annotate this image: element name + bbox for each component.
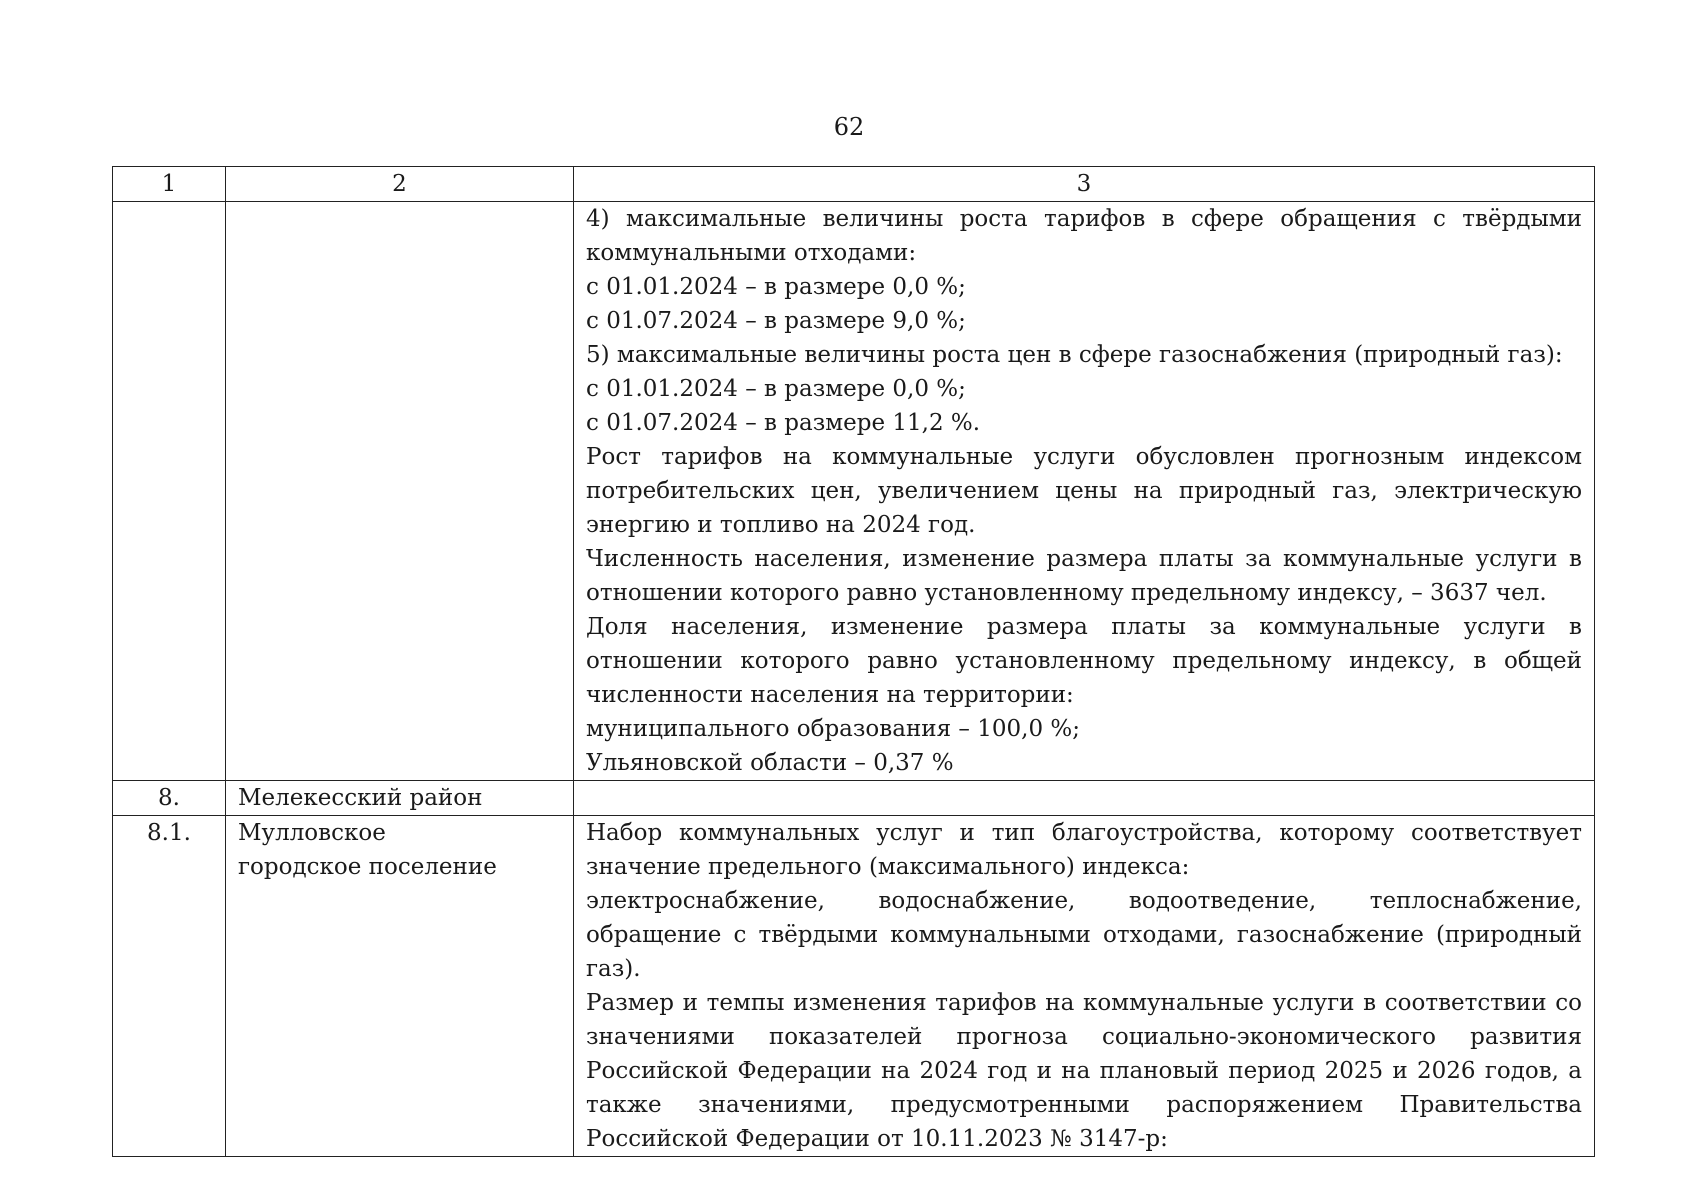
paragraph: с 01.01.2024 – в размере 0,0 %; bbox=[586, 274, 966, 300]
paragraph: с 01.01.2024 – в размере 0,0 %; bbox=[586, 376, 966, 402]
row-8-1-name: Мулловское городское поселение bbox=[226, 816, 574, 1157]
paragraph: Доля населения, изменение размера платы за коммунальные услуги в отношении которого равно установленному предельному индексу, в общей численности населения на территории: bbox=[586, 614, 1582, 708]
continuation-number-cell bbox=[113, 202, 226, 781]
row-8-content bbox=[574, 781, 1595, 816]
row-8-1-number: 8.1. bbox=[113, 816, 226, 1157]
continuation-name-cell bbox=[226, 202, 574, 781]
header-col-1: 1 bbox=[113, 167, 226, 202]
paragraph: Рост тарифов на коммунальные услуги обусловлен прогнозным индексом потребительских цен, увеличением цены на природный газ, электрическую энергию и топливо на 2024 год. bbox=[586, 444, 1582, 538]
paragraph: Размер и темпы изменения тарифов на коммунальные услуги в соответствии со значениями показателей прогноза социально-экономического развития Российской Федерации на 2024 год и на плановый период 2025 и 2026 годов, а также значениями, предусмотренными распоряжением Правительства Российской Федерации от 10.11.2023 № 3147-р: bbox=[586, 990, 1582, 1152]
paragraph: 4) максимальные величины роста тарифов в сфере обращения с твёрдыми коммунальными отходами: bbox=[586, 206, 1582, 266]
paragraph: с 01.07.2024 – в размере 9,0 %; bbox=[586, 308, 966, 334]
table-row-continuation bbox=[113, 202, 1595, 781]
table-header-row bbox=[113, 167, 1595, 202]
page-number: 62 bbox=[833, 113, 865, 141]
table-row-8 bbox=[113, 781, 1595, 816]
tariff-table bbox=[112, 166, 1595, 1157]
table-row-8-1 bbox=[113, 816, 1595, 1157]
paragraph: 5) максимальные величины роста цен в сфере газоснабжения (природный газ): bbox=[586, 342, 1563, 368]
row-8-1-content bbox=[574, 816, 1595, 1157]
paragraph: с 01.07.2024 – в размере 11,2 %. bbox=[586, 410, 981, 436]
header-col-3: 3 bbox=[574, 167, 1595, 202]
row-8-number: 8. bbox=[113, 781, 226, 816]
header-col-2: 2 bbox=[226, 167, 574, 202]
paragraph: Ульяновской области – 0,37 % bbox=[586, 750, 954, 776]
continuation-content-cell bbox=[574, 202, 1595, 781]
paragraph: электроснабжение, водоснабжение, водоотведение, теплоснабжение, обращение с твёрдыми коммунальными отходами, газоснабжение (природный газ). bbox=[586, 888, 1582, 982]
paragraph: Численность населения, изменение размера платы за коммунальные услуги в отношении которого равно установленному предельному индексу, – 3637 чел. bbox=[586, 546, 1582, 606]
paragraph: Набор коммунальных услуг и тип благоустройства, которому соответствует значение предельного (максимального) индекса: bbox=[586, 820, 1582, 880]
row-8-name: Мелекесский район bbox=[226, 781, 574, 816]
paragraph: муниципального образования – 100,0 %; bbox=[586, 716, 1080, 742]
